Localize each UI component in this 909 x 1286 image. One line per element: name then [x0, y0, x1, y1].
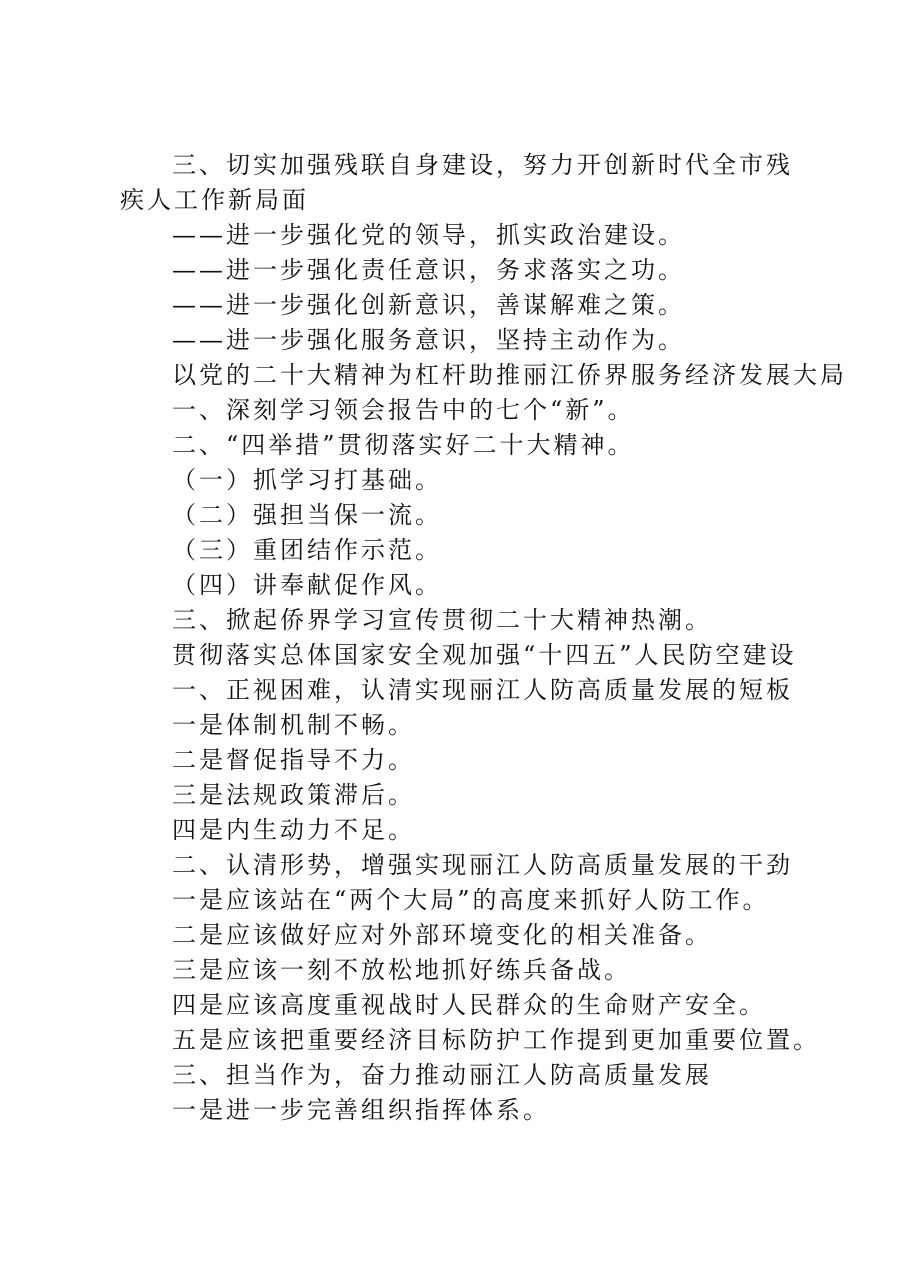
paragraph-line: （一）抓学习打基础。 — [172, 466, 442, 494]
paragraph-line: 一是体制机制不畅。 — [172, 711, 415, 739]
section-heading: 三、切实加强残联自身建设，努力开创新时代全市残疾人工作新局面 — [120, 151, 793, 214]
paragraph-line: ——进一步强化党的领导，抓实政治建设。 — [172, 221, 685, 249]
paragraph-line: 一是应该站在“两个大局”的高度来抓好人防工作。 — [172, 886, 770, 914]
paragraph-line: 三是应该一刻不放松地抓好练兵备战。 — [172, 956, 631, 984]
paragraph-line: （三）重团结作示范。 — [172, 536, 442, 564]
paragraph-line: 三是法规政策滞后。 — [172, 781, 415, 809]
paragraph-line: 二是督促指导不力。 — [172, 746, 415, 774]
paragraph-line: 五是应该把重要经济目标防护工作提到更加重要位置。 — [172, 1026, 820, 1054]
paragraph-line: ——进一步强化创新意识，善谋解难之策。 — [172, 291, 685, 319]
paragraph-line: ——进一步强化责任意识，务求落实之功。 — [172, 256, 685, 284]
paragraph-line: （二）强担当保一流。 — [172, 501, 442, 529]
paragraph-line: 一是进一步完善组织指挥体系。 — [172, 1096, 550, 1124]
paragraph-line: 二是应该做好应对外部环境变化的相关准备。 — [172, 921, 712, 949]
paragraph-line: 一、正视困难，认清实现丽江人防高质量发展的短板 — [172, 676, 793, 704]
paragraph-line: （四）讲奉献促作风。 — [172, 571, 442, 599]
paragraph-line: 二、“四举措”贯彻落实好二十大精神。 — [172, 431, 635, 459]
paragraph-line: 三、掀起侨界学习宣传贯彻二十大精神热潮。 — [172, 606, 712, 634]
paragraph-line: 二、认清形势，增强实现丽江人防高质量发展的干劲 — [172, 851, 793, 879]
section-title: 以党的二十大精神为杠杆助推丽江侨界服务经济发展大局 — [172, 361, 847, 389]
paragraph-line: 一、深刻学习领会报告中的七个“新”。 — [172, 396, 635, 424]
section-title: 贯彻落实总体国家安全观加强“十四五”人民防空建设 — [172, 641, 797, 669]
paragraph-line: 三、担当作为，奋力推动丽江人防高质量发展 — [172, 1061, 712, 1089]
paragraph-line: 四是应该高度重视战时人民群众的生命财产安全。 — [172, 991, 766, 1019]
paragraph-line: ——进一步强化服务意识，坚持主动作为。 — [172, 326, 685, 354]
paragraph-line: 四是内生动力不足。 — [172, 816, 415, 844]
document-body — [120, 148, 847, 1128]
